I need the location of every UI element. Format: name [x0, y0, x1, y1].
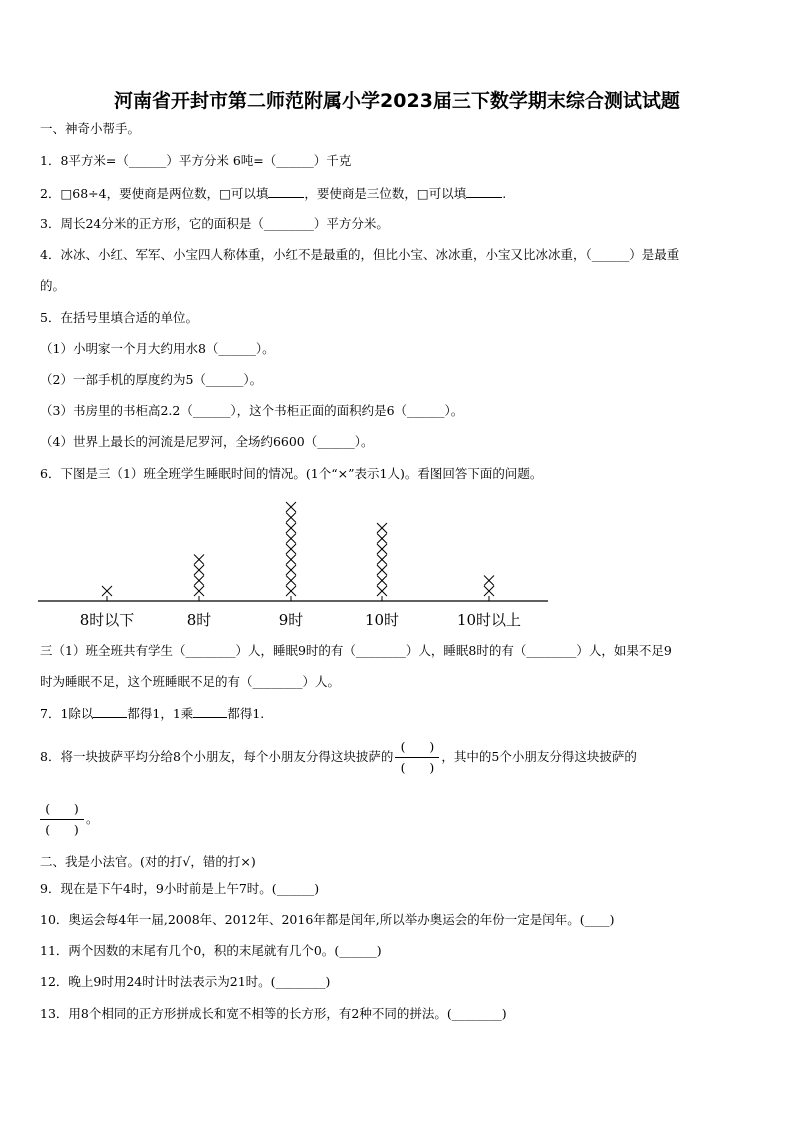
cross-mark — [377, 544, 387, 554]
x-axis-tick-label: 10时以上 — [456, 611, 522, 629]
sleep-time-dot-plot — [0, 484, 794, 634]
question-6-answer-line-1: 三（1）班全班共有学生（________）人，睡眠9时的有（________）人，睡眠8时的有（________）人，如果不足9 — [40, 643, 672, 658]
question-1: 1．8平方米=（______）平方分米 6吨=（______）千克 — [40, 153, 352, 168]
question-13: 13．用8个相同的正方形拼成长和宽不相等的长方形，有2种不同的拼法。(________) — [40, 1006, 507, 1021]
answer-blank[interactable] — [93, 705, 127, 718]
cross-mark — [484, 576, 494, 586]
question-7-part-b: 都得1，1乘 — [127, 706, 194, 721]
cross-mark — [484, 586, 494, 596]
question-5-item-1: （1）小明家一个月大约用水8（______）。 — [40, 341, 275, 356]
cross-mark — [377, 586, 387, 596]
cross-mark — [377, 523, 387, 533]
question-3: 3．周长24分米的正方形，它的面积是（________）平方分米。 — [40, 216, 389, 231]
question-2-part-a: 2．□68÷4，要使商是两位数，□可以填 — [40, 186, 269, 201]
cross-mark — [194, 555, 204, 565]
question-7-part-a: 7．1除以 — [40, 706, 94, 721]
x-axis-tick-label: 8时 — [186, 611, 212, 629]
question-8-period: 。 — [86, 811, 99, 826]
fraction-blank[interactable]: $\frac{( )}{( )}$ — [40, 800, 84, 839]
question-11: 11．两个因数的末尾有几个0，积的末尾就有几个0。(______) — [40, 943, 382, 958]
cross-mark — [377, 555, 387, 565]
question-9: 9．现在是下午4时，9小时前是上午7时。(______) — [40, 881, 320, 896]
answer-blank[interactable] — [466, 185, 502, 198]
cross-mark — [286, 555, 296, 565]
x-axis-tick-label: 8时以下 — [79, 611, 135, 629]
question-6: 6．下图是三（1）班全班学生睡眠时间的情况。(1个“×”表示1人)。看图回答下面的问题。 — [40, 466, 543, 481]
cross-mark — [286, 544, 296, 554]
question-2-part-c: . — [502, 186, 507, 201]
page-title: 河南省开封市第二师范附属小学2023届三下数学期末综合测试试题 — [114, 90, 680, 112]
question-5-item-4: （4）世界上最长的河流是尼罗河，全场约6600（______）。 — [40, 434, 374, 449]
question-5-item-2: （2）一部手机的厚度约为5（______）。 — [40, 372, 263, 387]
answer-blank[interactable] — [193, 705, 227, 718]
question-8-part-b: ，其中的5个小朋友分得这块披萨的 — [441, 749, 637, 764]
cross-mark — [286, 534, 296, 544]
question-4-line-1: 4．冰冰、小红、军军、小宝四人称体重，小红不是最重的，但比小宝、冰冰重，小宝又比冰冰重，（______）是最重 — [40, 247, 680, 262]
cross-mark — [286, 565, 296, 575]
cross-mark — [194, 586, 204, 596]
cross-mark — [194, 565, 204, 575]
cross-mark — [377, 576, 387, 586]
section-heading-1: 一、神奇小帮手。 — [40, 121, 141, 136]
cross-mark — [377, 534, 387, 544]
cross-mark — [102, 586, 112, 596]
question-10: 10．奥运会每4年一届,2008年、2012年、2016年都是闰年,所以举办奥运会的年份一定是闰年。(____) — [40, 912, 615, 927]
x-axis-tick-label: 9时 — [278, 611, 304, 629]
cross-mark — [286, 502, 296, 512]
question-12: 12．晚上9时用24时计时法表示为21时。(________) — [40, 974, 331, 989]
fraction-blank[interactable]: $\frac{( )}{( )}$ — [395, 738, 439, 777]
question-8 — [40, 738, 637, 777]
answer-blank[interactable] — [268, 185, 304, 198]
cross-mark — [286, 523, 296, 533]
question-5-item-3: （3）书房里的书柜高2.2（______），这个书柜正面的面积约是6（______）。 — [40, 403, 464, 418]
cross-mark — [286, 586, 296, 596]
question-2-part-b: ，要使商是三位数，□可以填 — [304, 186, 467, 201]
question-2 — [40, 185, 506, 202]
cross-mark — [377, 565, 387, 575]
question-8-part-a: 8．将一块披萨平均分给8个小朋友，每个小朋友分得这块披萨的 — [40, 749, 394, 764]
x-axis-tick-label: 10时 — [364, 611, 400, 629]
question-5: 5．在括号里填合适的单位。 — [40, 310, 198, 325]
question-4-line-2: 的。 — [40, 278, 66, 293]
question-7-part-c: 都得1. — [227, 706, 265, 721]
question-7 — [40, 705, 264, 722]
cross-mark — [194, 576, 204, 586]
section-heading-2: 二、我是小法官。(对的打√，错的打×) — [40, 854, 256, 869]
question-8-continued — [40, 800, 99, 839]
question-6-answer-line-2: 时为睡眠不足，这个班睡眠不足的有（________）人。 — [40, 674, 341, 689]
cross-mark — [286, 513, 296, 523]
cross-mark — [286, 576, 296, 586]
